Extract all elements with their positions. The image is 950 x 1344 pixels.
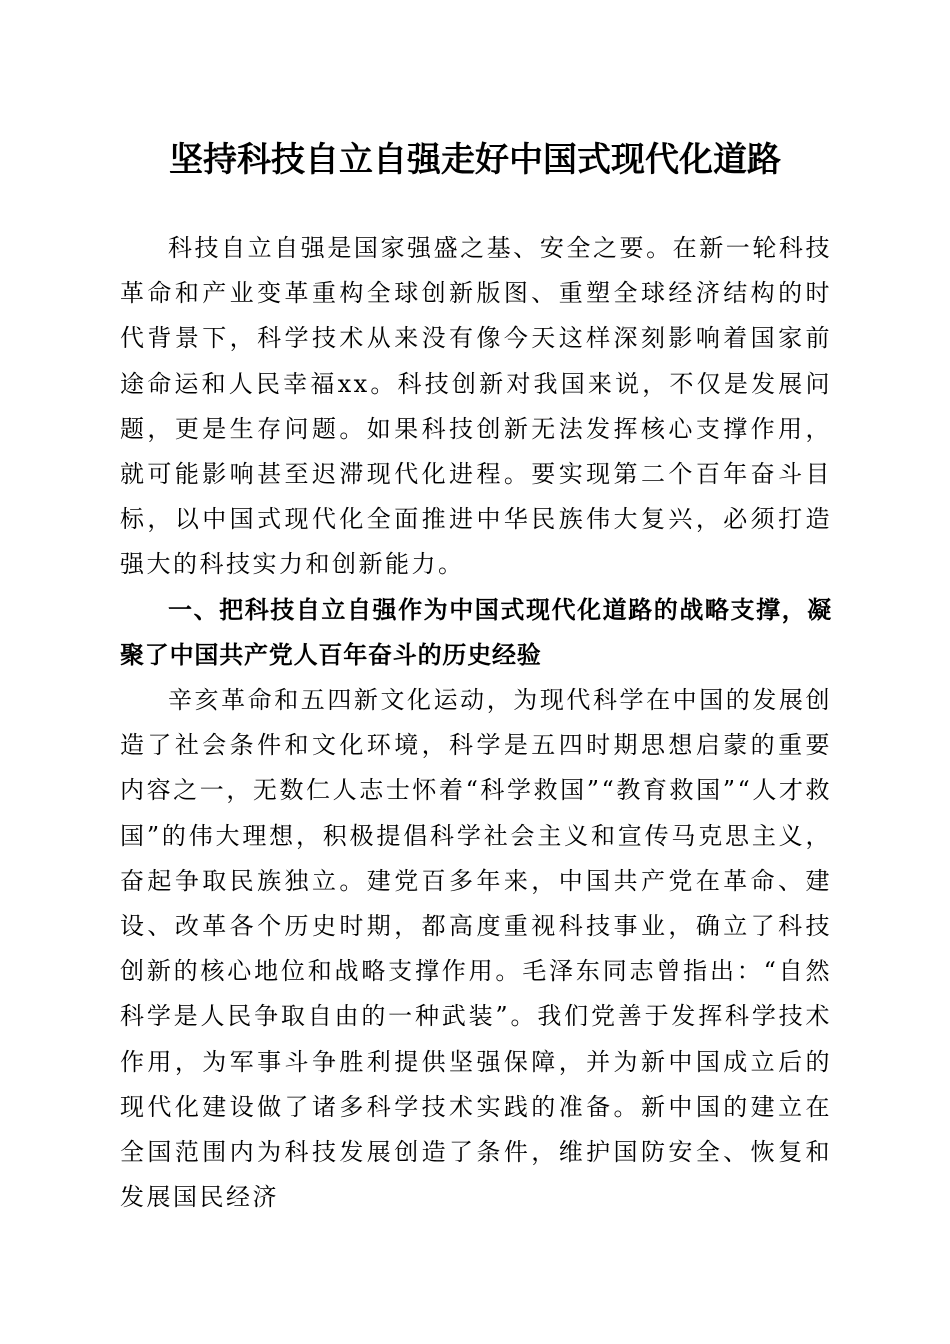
section-heading: 一、把科技自立自强作为中国式现代化道路的战略支撑，凝聚了中国共产党人百年奋斗的历史经验 [120, 595, 832, 669]
document-body [120, 226, 832, 1220]
page-title: 坚持科技自立自强走好中国式现代化道路 [169, 140, 781, 180]
section-paragraph: 辛亥革命和五四新文化运动，为现代科学在中国的发展创造了社会条件和文化环境，科学是五四时期思想启蒙的重要内容之一，无数仁人志士怀着“科学救国”“教育救国”“人才救国”的伟大理想，积极提倡科学社会主义和宣传马克思主义，奋起争取民族独立。建党百多年来，中国共产党在革命、建设、改革各个历史时期，都高度重视科技事业，确立了科技创新的核心地位和战略支撑作用。毛泽东同志曾指出：“自然科学是人民争取自由的一种武装”。我们党善于发挥科学技术作用，为军事斗争胜利提供坚强保障，并为新中国成立后的现代化建设做了诸多科学技术实践的准备。新中国的建立在全国范围内为科技发展创造了条件，维护国防安全、恢复和发展国民经济 [120, 686, 832, 1212]
intro-paragraph: 科技自立自强是国家强盛之基、安全之要。在新一轮科技革命和产业变革重构全球创新版图、重塑全球经济结构的时代背景下，科学技术从来没有像今天这样深刻影响着国家前途命运和人民幸福xx。科技创新对我国来说，不仅是发展问题，更是生存问题。如果科技创新无法发挥核心支撑作用，就可能影响甚至迟滞现代化进程。要实现第二个百年奋斗目标，以中国式现代化全面推进中华民族伟大复兴，必须打造强大的科技实力和创新能力。 [120, 234, 832, 579]
